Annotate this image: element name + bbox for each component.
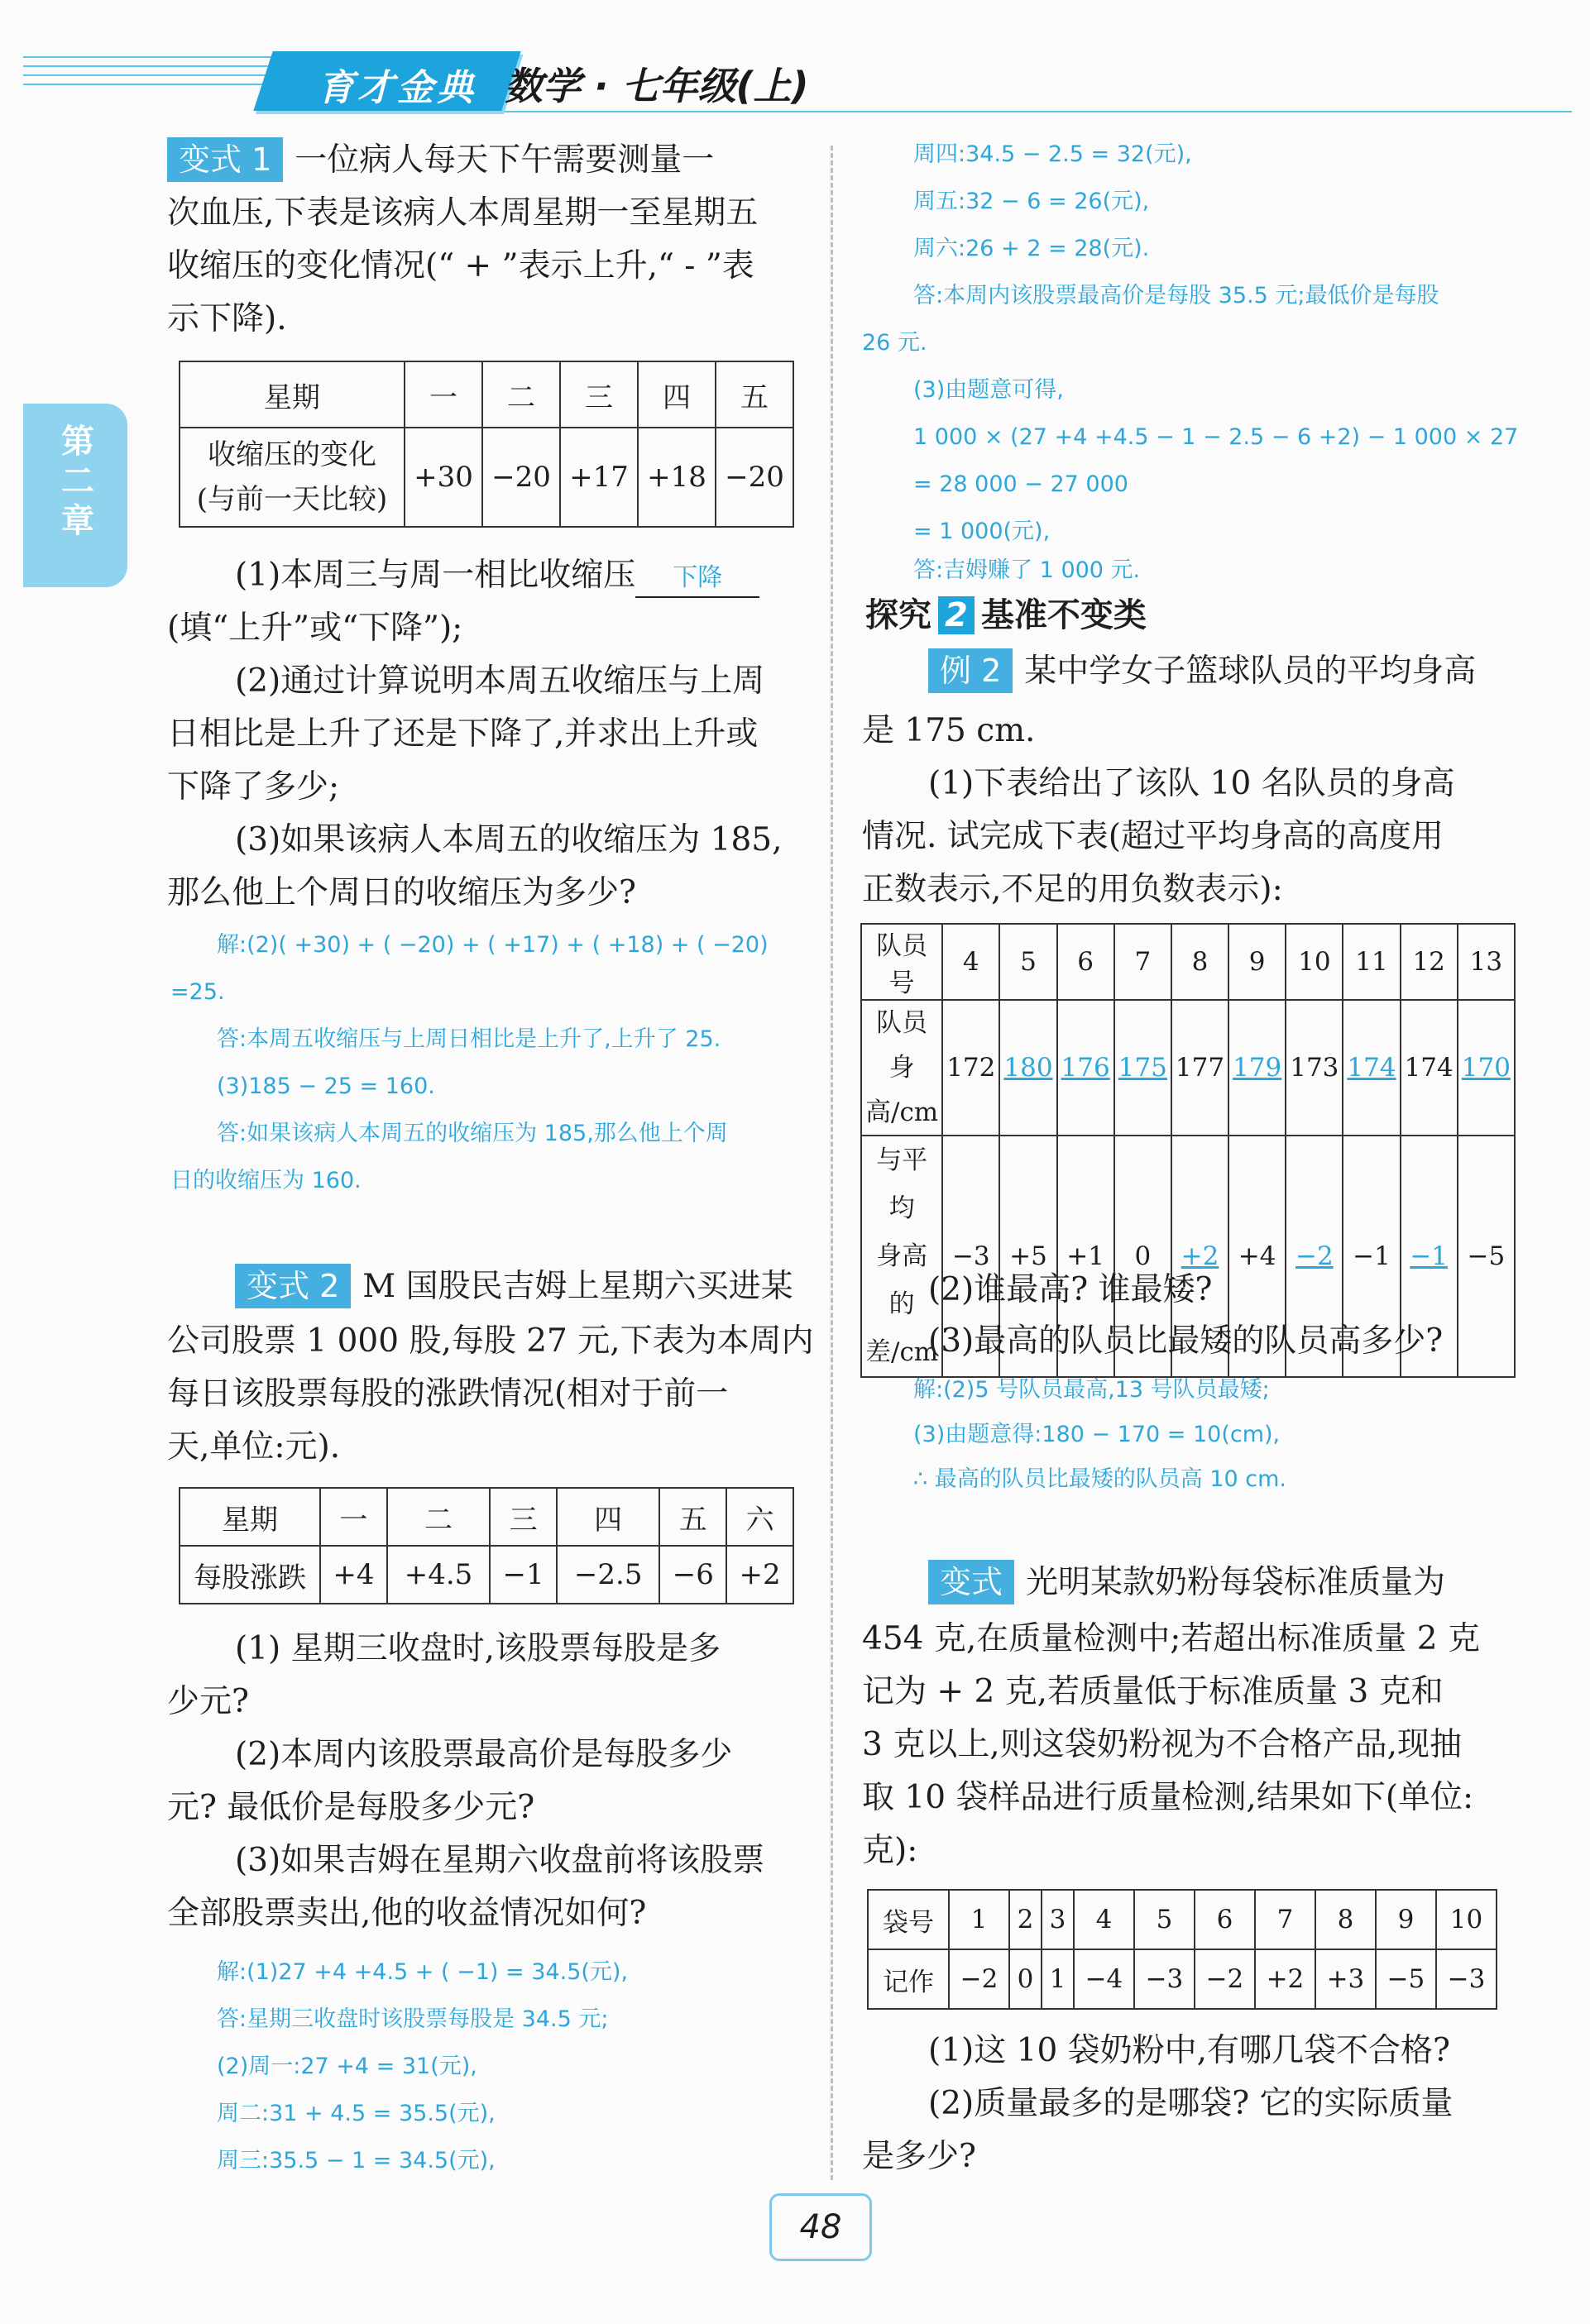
var-stem-line4: 3 克以上,则这袋奶粉视为不合格产品,现抽 — [862, 1726, 1463, 1763]
ex2-num-0: 4 — [942, 924, 999, 1000]
v2-val-2: −1 — [490, 1546, 557, 1604]
v1-val-2: +17 — [560, 428, 638, 527]
v2-table — [179, 1487, 794, 1604]
ex2-q1-line2: 情况. 试完成下表(超过平均身高的高度用 — [862, 818, 1444, 855]
v2-stem-line3: 每日该股票每股的涨跌情况(相对于前一 — [167, 1375, 729, 1413]
ex2-num-9: 13 — [1458, 924, 1515, 1000]
ex2-q3: (3)最高的队员比最矮的队员高多少? — [928, 1322, 1444, 1360]
v2-val-0: +4 — [320, 1546, 387, 1604]
ex2-d-8: −1 — [1401, 1136, 1458, 1377]
ex2-num-8: 12 — [1401, 924, 1458, 1000]
var-val-8: −5 — [1376, 1949, 1436, 2009]
header-rule — [505, 111, 1572, 112]
v2-th-6: 六 — [726, 1488, 793, 1546]
ex2-h-4: 177 — [1171, 1000, 1228, 1136]
v2-row-label: 每股涨跌 — [180, 1546, 320, 1604]
v1-q2-line3: 下降了多少; — [167, 768, 340, 806]
v1-th-1: 一 — [405, 361, 482, 428]
var-table — [867, 1889, 1497, 2010]
v1-stem-line3: 收缩压的变化情况(“ + ”表示上升,“ - ”表 — [167, 247, 754, 285]
ex2-num-3: 7 — [1114, 924, 1171, 1000]
var-stem-line5: 取 10 袋样品进行质量检测,结果如下(单位: — [862, 1779, 1474, 1816]
section-heading — [865, 589, 1147, 636]
v2-val-4: −6 — [659, 1546, 726, 1604]
v2-sol-12: 1 000 × (27 +4 +4.5 − 1 − 2.5 − 6 +2) − 1 000 × 27 — [913, 424, 1519, 450]
var-bag-0: 1 — [949, 1890, 1009, 1949]
v2-val-3: −2.5 — [557, 1546, 659, 1604]
v2-q2-line1: (2)本周内该股票最高价是每股多少 — [235, 1736, 733, 1773]
var-bag-1: 2 — [1009, 1890, 1042, 1949]
v2-stem-line1: 变式 2 M 国股民吉姆上星期六买进某 — [235, 1260, 814, 1313]
v1-q1-suffix: (填“上升”或“下降”); — [167, 610, 463, 647]
ex2-num-1: 5 — [999, 924, 1056, 1000]
ex2-d-7: −1 — [1343, 1136, 1400, 1377]
ex2-r2-label-1: 队员身 — [876, 1008, 928, 1083]
var-q2-line2: 是多少? — [862, 2138, 976, 2175]
ex2-h-7: 174 — [1343, 1000, 1400, 1136]
v2-sol-1: 解:(1)27 +4 +4.5 + ( −1) = 34.5(元), — [217, 1959, 629, 1985]
v1-val-1: −20 — [482, 428, 560, 527]
v1-row-label-1: 收缩压的变化 — [208, 438, 376, 471]
ex2-num-2: 6 — [1057, 924, 1114, 1000]
v2-sol-6: 周四:34.5 − 2.5 = 32(元), — [913, 141, 1192, 167]
v2-q2-line2: 元? 最低价是每股多少元? — [167, 1789, 535, 1826]
ex2-d-4: +2 — [1171, 1136, 1228, 1377]
var-stem-line2: 454 克,在质量检测中;若超出标准质量 2 克 — [862, 1620, 1480, 1657]
ex2-d-5: +4 — [1228, 1136, 1286, 1377]
ex2-d-0: −3 — [942, 1136, 999, 1377]
ex2-h-3: 175 — [1114, 1000, 1171, 1136]
ex2-sol-1: 解:(2)5 号队员最高,13 号队员最矮; — [913, 1377, 1270, 1403]
v1-val-3: +18 — [638, 428, 716, 527]
v1-q1-answer: 下降 — [635, 560, 759, 598]
var-bag-4: 5 — [1134, 1890, 1195, 1949]
v2-sol-10: 26 元. — [862, 330, 927, 356]
column-divider — [831, 146, 833, 2180]
v1-sol-5: 答:如果该病人本周五的收缩压为 185,那么他上个周 — [217, 1121, 728, 1146]
ex2-q1-line1: (1)下表给出了该队 10 名队员的身高 — [928, 765, 1455, 802]
var-val-4: −3 — [1134, 1949, 1195, 2009]
ex2-q2: (2)谁最高? 谁最矮? — [928, 1271, 1213, 1308]
v2-sol-15: 答:吉姆赚了 1 000 元. — [913, 557, 1141, 583]
section-label: 探究 — [865, 596, 931, 634]
v2-sol-9: 答:本周内该股票最高价是每股 35.5 元;最低价是每股 — [913, 283, 1439, 308]
ex2-d-2: +1 — [1057, 1136, 1114, 1377]
var-val-2: 1 — [1042, 1949, 1074, 2009]
v2-th-4: 四 — [557, 1488, 659, 1546]
v1-sol-6: 日的收缩压为 160. — [170, 1168, 362, 1193]
v1-sol-2: =25. — [170, 979, 225, 1005]
v1-th-4: 四 — [638, 361, 716, 428]
var-bag-7: 8 — [1315, 1890, 1376, 1949]
ex2-badge: 例 2 — [928, 648, 1013, 693]
v1-stem-line2: 次血压,下表是该病人本周星期一至星期五 — [167, 194, 759, 232]
ex2-r3-label-3: 差/cm — [865, 1337, 939, 1367]
v2-sol-4: 周二:31 + 4.5 = 35.5(元), — [217, 2101, 496, 2126]
var-bag-5: 6 — [1195, 1890, 1255, 1949]
v2-badge: 变式 2 — [235, 1264, 351, 1308]
var-bag-9: 10 — [1436, 1890, 1497, 1949]
v1-sol-4: (3)185 − 25 = 160. — [217, 1074, 435, 1099]
ex2-r2-label-2: 高/cm — [865, 1097, 939, 1127]
var-stem-line1: 变式 光明某款奶粉每袋标准质量为 — [928, 1557, 1507, 1609]
v2-sol-5: 周三:35.5 − 1 = 34.5(元), — [217, 2148, 496, 2173]
v2-sol-3: (2)周一:27 +4 = 31(元), — [217, 2054, 477, 2079]
ex2-h-2: 176 — [1057, 1000, 1114, 1136]
subject-title: 数学 · 七年级(上) — [505, 64, 809, 108]
v1-th-2: 二 — [482, 361, 560, 428]
var-badge: 变式 — [928, 1560, 1014, 1604]
ex2-d-3: 0 — [1114, 1136, 1171, 1377]
section-title: 基准不变类 — [980, 596, 1147, 634]
var-val-1: 0 — [1009, 1949, 1042, 2009]
v2-q3-line2: 全部股票卖出,他的收益情况如何? — [167, 1895, 647, 1932]
ex2-h-5: 179 — [1228, 1000, 1286, 1136]
v2-sol-11: (3)由题意可得, — [913, 377, 1064, 403]
ex2-h-1: 180 — [999, 1000, 1056, 1136]
ex2-h-6: 173 — [1286, 1000, 1343, 1136]
var-q2-line1: (2)质量最多的是哪袋? 它的实际质量 — [928, 2085, 1454, 2122]
v1-row-label-2: (与前一天比较) — [196, 483, 388, 516]
ex2-r3-label-2: 身高的 — [876, 1241, 928, 1319]
ex2-d-9: −5 — [1458, 1136, 1515, 1377]
v2-q1-line1: (1) 星期三收盘时,该股票每股是多 — [235, 1630, 721, 1667]
var-val-5: −2 — [1195, 1949, 1255, 2009]
var-q1: (1)这 10 袋奶粉中,有哪几袋不合格? — [928, 2032, 1450, 2069]
ex2-sol-2: (3)由题意得:180 − 170 = 10(cm), — [913, 1422, 1281, 1447]
ex2-num-7: 11 — [1343, 924, 1400, 1000]
var-bag-2: 3 — [1042, 1890, 1074, 1949]
ex2-d-6: −2 — [1286, 1136, 1343, 1377]
v2-stem-line2: 公司股票 1 000 股,每股 27 元,下表为本周内 — [167, 1322, 814, 1360]
v1-val-4: −20 — [716, 428, 793, 527]
v2-q1-line2: 少元? — [167, 1683, 249, 1720]
v1-table — [179, 361, 794, 528]
ex2-sol-3: ∴ 最高的队员比最矮的队员高 10 cm. — [913, 1466, 1287, 1492]
v1-stem-line4: 示下降). — [167, 300, 287, 337]
v2-th-3: 三 — [490, 1488, 557, 1546]
v2-stem-line4: 天,单位:元). — [167, 1428, 341, 1466]
ex2-r1-label: 队员号 — [861, 924, 942, 1000]
v2-th-1: 一 — [320, 1488, 387, 1546]
var-stem-line6: 克): — [862, 1832, 918, 1869]
ex2-r3-label-1: 与平均 — [876, 1145, 928, 1223]
chapter-tab-label: 第二章 — [61, 423, 94, 540]
var-stem-line3: 记为 + 2 克,若质量低于标准质量 3 克和 — [862, 1673, 1444, 1710]
ex2-h-8: 174 — [1401, 1000, 1458, 1136]
var-bag-6: 7 — [1255, 1890, 1315, 1949]
var-val-3: −4 — [1074, 1949, 1134, 2009]
v2-th-5: 五 — [659, 1488, 726, 1546]
ex2-stem-line2: 是 175 cm. — [862, 712, 1036, 749]
v1-sol-3: 答:本周五收缩压与上周日相比是上升了,上升了 25. — [217, 1026, 721, 1052]
v1-q3-line2: 那么他上个周日的收缩压为多少? — [167, 874, 636, 911]
ex2-h-9: 170 — [1458, 1000, 1515, 1136]
v2-sol-13: = 28 000 − 27 000 — [913, 471, 1128, 497]
brand-title: 育才金典 — [318, 67, 477, 109]
v1-th-0: 星期 — [180, 361, 405, 428]
v1-q2-line2: 日相比是上升了还是下降了,并求出上升或 — [167, 715, 759, 753]
v2-q3-line1: (3)如果吉姆在星期六收盘前将该股票 — [235, 1842, 765, 1879]
v2-th-2: 二 — [387, 1488, 490, 1546]
var-r2-label: 记作 — [868, 1949, 949, 2009]
var-bag-8: 9 — [1376, 1890, 1436, 1949]
var-val-6: +2 — [1255, 1949, 1315, 2009]
v1-th-5: 五 — [716, 361, 793, 428]
v2-val-1: +4.5 — [387, 1546, 490, 1604]
var-val-7: +3 — [1315, 1949, 1376, 2009]
ex2-stem-line1: 例 2 某中学女子篮球队员的平均身高 — [928, 645, 1507, 698]
ex2-d-1: +5 — [999, 1136, 1056, 1377]
v1-stem-line1: 变式 1 一位病人每天下午需要测量一 — [167, 134, 804, 187]
v1-q3-line1: (3)如果该病人本周五的收缩压为 185, — [235, 821, 783, 858]
ex2-h-0: 172 — [942, 1000, 999, 1136]
page-number: 48 — [769, 2193, 872, 2261]
v1-sol-1: 解:(2)( +30) + ( −20) + ( +17) + ( +18) + ( −20) — [217, 932, 769, 958]
v2-val-5: +2 — [726, 1546, 793, 1604]
var-val-0: −2 — [949, 1949, 1009, 2009]
var-bag-3: 4 — [1074, 1890, 1134, 1949]
v2-sol-8: 周六:26 + 2 = 28(元). — [913, 236, 1150, 261]
v2-sol-14: = 1 000(元), — [913, 519, 1051, 544]
var-val-9: −3 — [1436, 1949, 1497, 2009]
header-decor-lines — [23, 56, 296, 106]
v1-val-0: +30 — [405, 428, 482, 527]
v1-badge: 变式 1 — [167, 137, 283, 182]
v1-th-3: 三 — [560, 361, 638, 428]
v2-sol-7: 周五:32 − 6 = 26(元), — [913, 189, 1150, 214]
ex2-num-4: 8 — [1171, 924, 1228, 1000]
v1-q1: (1)本周三与周一相比收缩压 下降 — [235, 549, 759, 602]
v2-sol-2: 答:星期三收盘时该股票每股是 34.5 元; — [217, 2006, 609, 2032]
ex2-num-6: 10 — [1286, 924, 1343, 1000]
ex2-q1-line3: 正数表示,不足的用负数表示): — [862, 871, 1283, 908]
ex2-num-5: 9 — [1228, 924, 1286, 1000]
section-number: 2 — [938, 596, 975, 634]
var-r1-label: 袋号 — [868, 1890, 949, 1949]
v1-q2-line1: (2)通过计算说明本周五收缩压与上周 — [235, 662, 765, 700]
v2-th-0: 星期 — [180, 1488, 320, 1546]
